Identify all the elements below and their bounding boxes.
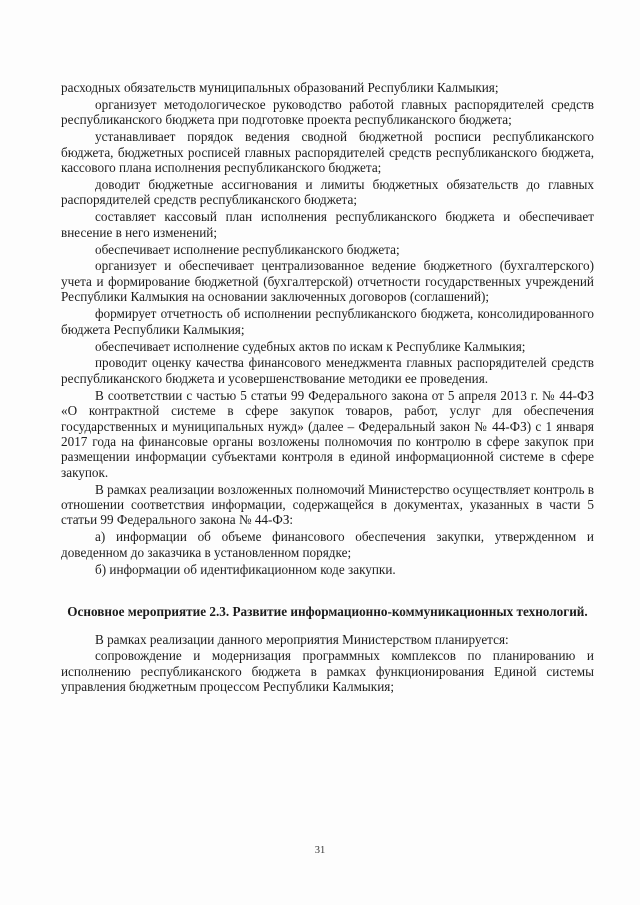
paragraph: а) информации об объеме финансового обеспечения закупки, утвержденном и доведенном до заказчика в установленном порядке; [61, 529, 594, 560]
paragraph: В рамках реализации данного мероприятия Министерством планируется: [95, 631, 509, 647]
paragraph: организует и обеспечивает централизованное ведение бюджетного (бухгалтерского) учета и формирование бюджетной (бухгалтерской) отчетности государственных учреждений Республики Калмыкия на основании заключенных договоров (соглашений); [61, 258, 594, 305]
paragraph: доводит бюджетные ассигнования и лимиты бюджетных обязательств до главных распорядителей средств республиканского бюджета; [61, 176, 594, 208]
paragraph: обеспечивает исполнение республиканского бюджета; [95, 241, 400, 257]
paragraph: составляет кассовый план исполнения республиканского бюджета и обеспечивает внесение в него изменений; [61, 209, 594, 240]
paragraph: сопровождение и модернизация программных комплексов по планированию и исполнению республиканского бюджета в рамках функционирования Единой системы управления бюджетным процессом Республики Калмыкия; [61, 648, 594, 695]
paragraph: обеспечивает исполнение судебных актов по искам к Республике Калмыкия; [95, 338, 526, 354]
paragraph: В соответствии с частью 5 статьи 99 Федерального закона от 5 апреля 2013 г. № 44-ФЗ «О контрактной системе в сфере закупок товаров, работ, услуг для обеспечения государственных и муниципальных нужд» (далее – Федеральный закон № 44-ФЗ) с 1 января 2017 года на финансовые органы возложены полномочия по контролю в сфере закупок при размещении информации субъектами контроля в единой информационной системе в сфере закупок. [61, 387, 594, 480]
section-heading: Основное мероприятие 2.3. Развитие информационно-коммуникационных технологий. [67, 604, 588, 620]
paragraph: организует методологическое руководство работой главных распорядителей средств республиканского бюджета при подготовке проекта республиканского бюджета; [61, 96, 594, 128]
paragraph: расходных обязательств муниципальных образований Республики Калмыкия; [61, 80, 499, 95]
paragraph: проводит оценку качества финансового менеджмента главных распорядителей средств республиканского бюджета и усовершенствование методики ее проведения. [61, 355, 594, 386]
paragraph: б) информации об идентификационном коде закупки. [95, 561, 396, 577]
paragraph: В рамках реализации возложенных полномочий Министерство осуществляет контроль в отношении соответствия информации, содержащейся в документах, указанных в части 5 статьи 99 Федерального закона № 44-ФЗ: [61, 481, 594, 528]
document-body [61, 80, 594, 696]
paragraph: устанавливает порядок ведения сводной бюджетной росписи республиканского бюджета, бюджетных росписей главных распорядителей средств республиканского бюджета, кассового плана исполнения республиканского бюджета; [61, 129, 594, 176]
paragraph: формирует отчетность об исполнении республиканского бюджета, консолидированного бюджета Республики Калмыкия; [61, 306, 594, 337]
page-number: 31 [314, 845, 326, 856]
